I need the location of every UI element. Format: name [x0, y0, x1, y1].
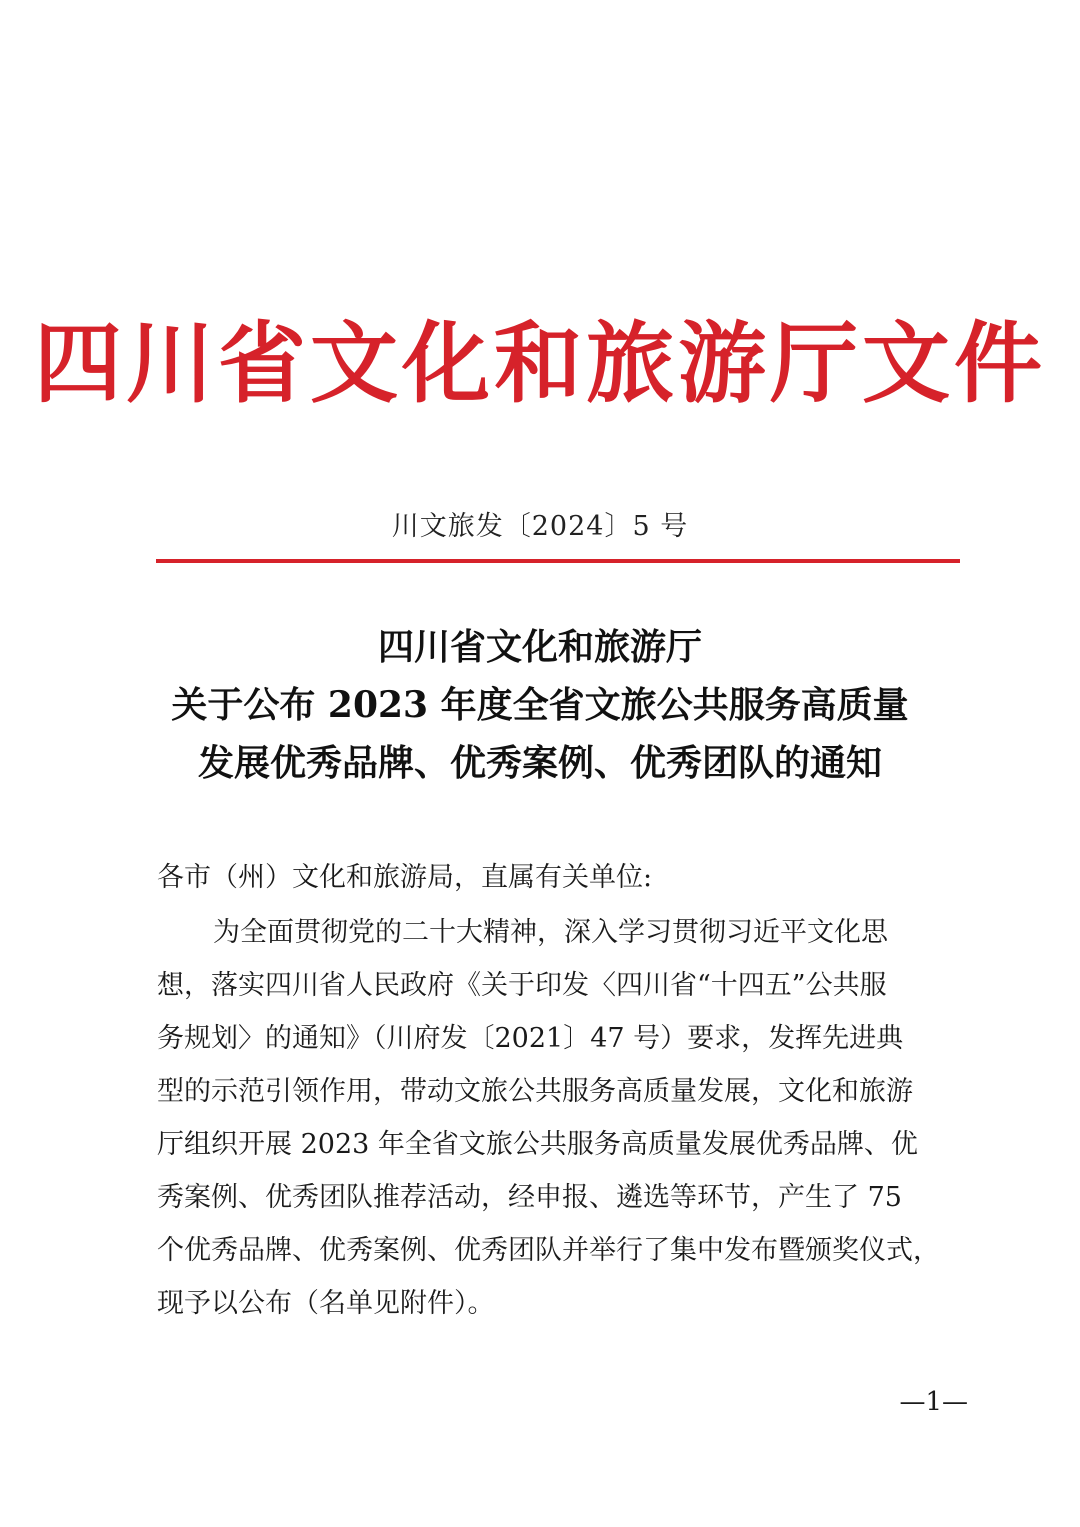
- document-header-title: 四川省文化和旅游厅文件: [33, 311, 1046, 415]
- salutation: 各市（州）文化和旅游局，直属有关单位:: [157, 862, 653, 893]
- document-number: 川文旅发〔2024〕5 号: [391, 511, 689, 542]
- body-line: 务规划〉的通知》（川府发〔2021〕47 号）要求，发挥先进典: [157, 1023, 904, 1054]
- notice-title-line: 发展优秀品牌、优秀案例、优秀团队的通知: [197, 742, 882, 784]
- body-line: 个优秀品牌、优秀案例、优秀团队并举行了集中发布暨颁奖仪式，: [157, 1235, 940, 1266]
- notice-title-line: 四川省文化和旅游厅: [377, 626, 702, 668]
- body-paragraph: [157, 906, 963, 1330]
- page-number: —1—: [899, 1387, 968, 1417]
- body-line: 想，落实四川省人民政府《关于印发〈四川省“十四五”公共服: [157, 970, 887, 1001]
- notice-title: [0, 618, 1080, 792]
- body-line: 秀案例、优秀团队推荐活动，经申报、遴选等环节，产生了 75: [157, 1182, 902, 1213]
- body-line: 型的示范引领作用，带动文旅公共服务高质量发展，文化和旅游: [157, 1076, 913, 1107]
- notice-title-line: 关于公布 2023 年度全省文旅公共服务高质量: [171, 684, 909, 726]
- body-line: 为全面贯彻党的二十大精神，深入学习贯彻习近平文化思: [213, 917, 888, 948]
- red-divider-line: [156, 559, 960, 563]
- body-line: 厅组织开展 2023 年全省文旅公共服务高质量发展优秀品牌、优: [157, 1129, 918, 1160]
- body-line: 现予以公布（名单见附件）。: [157, 1288, 495, 1319]
